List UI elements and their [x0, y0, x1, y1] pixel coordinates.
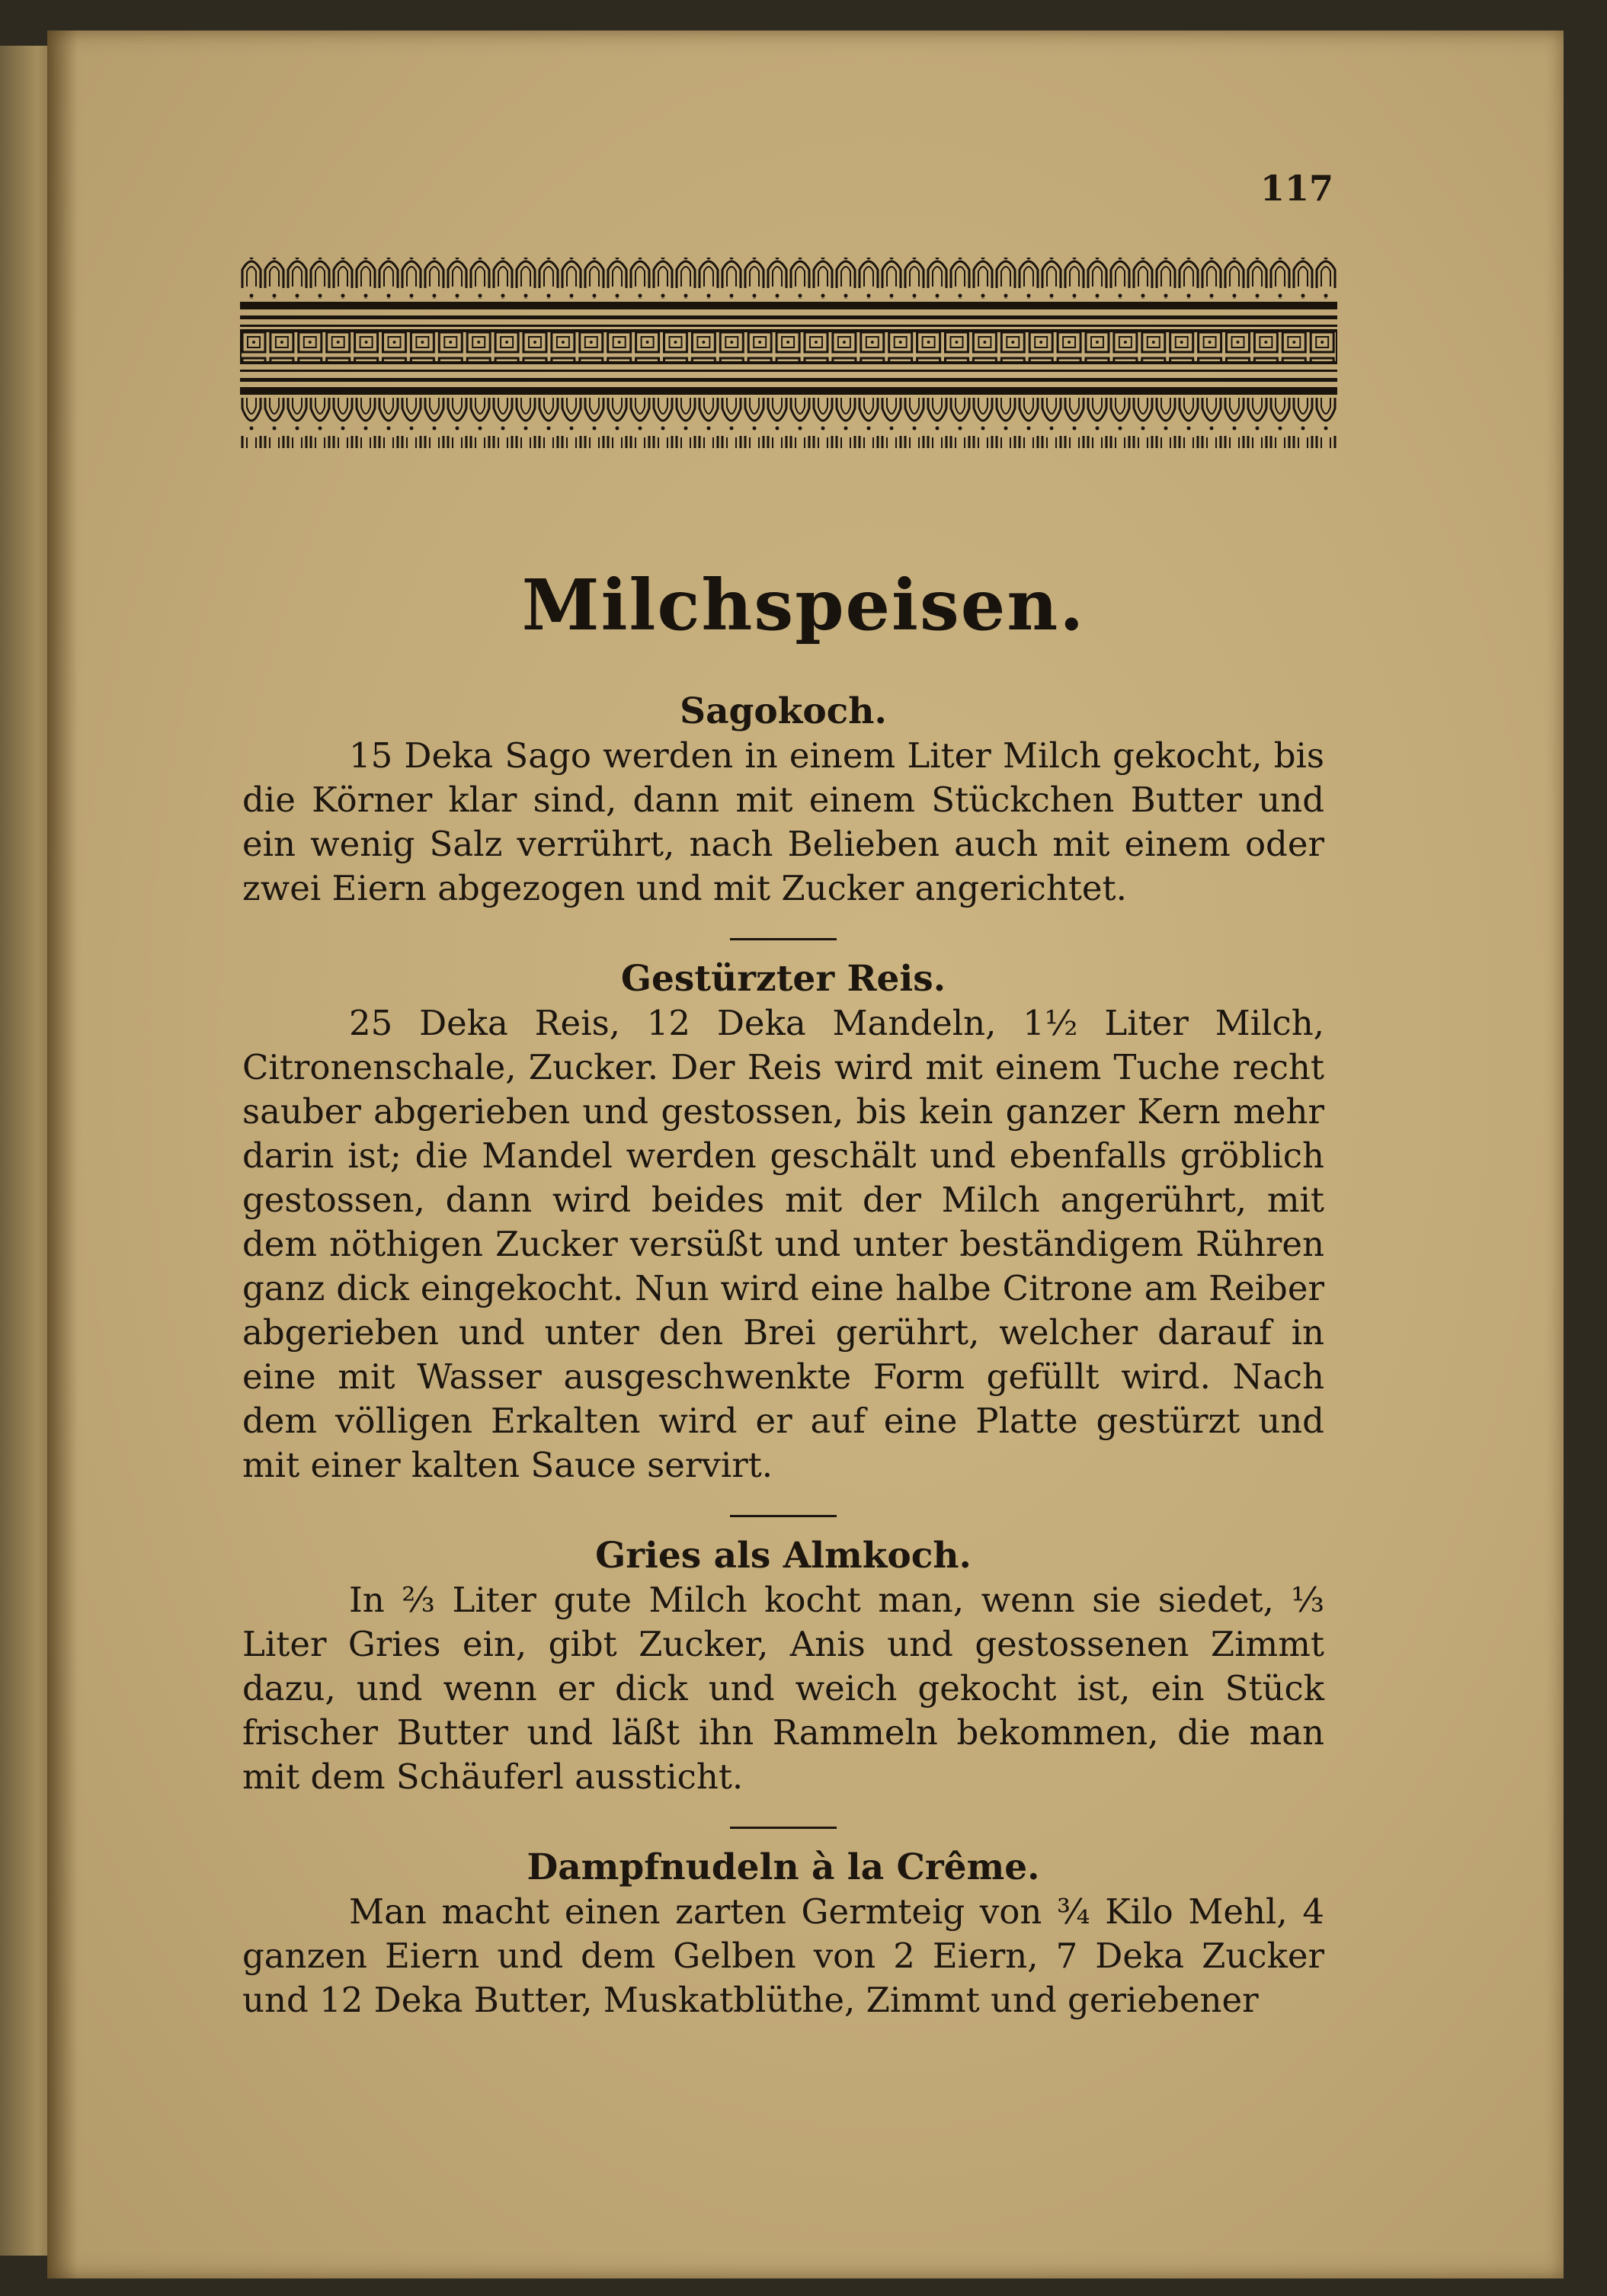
section-title: Milchspeisen. [521, 564, 1086, 646]
decorative-border-ornament [240, 251, 1337, 476]
recipe-text-sagokoch: 15 Deka Sago werden in einem Liter Milch gekocht, bis die Körner klar sind, dann mit einem Stückchen Butter und ein wenig Salz verrührt, nach Belieben auch mit einem oder zwei Eiern abgezogen und mit Zucker angerichtet. [242, 735, 1324, 908]
recipe-heading-gestuerzter-reis: Gestürzter Reis. [620, 958, 946, 1000]
recipe-heading-sagokoch: Sagokoch. [680, 690, 887, 732]
separator-rule [730, 938, 837, 940]
page-number: 117 [1260, 168, 1333, 209]
separator-rule [730, 1515, 837, 1517]
recipe-heading-gries-als-almkoch: Gries als Almkoch. [595, 1535, 972, 1577]
recipe-heading-dampfnudeln: Dampfnudeln à la Crême. [527, 1846, 1040, 1888]
recipe-text-gestuerzter-reis: 25 Deka Reis, 12 Deka Mandeln, 1½ Liter Milch, Citronenschale, Zucker. Der Reis wird mit einem Tuche recht sauber abgerieben und gestossen, bis kein ganzer Kern mehr darin ist; die Mandel werden geschält und ebenfalls gröblich gestossen, dann wird beides mit der Milch angerührt, mit dem nöthigen Zucker versüßt und unter beständigem Rühren ganz dick eingekocht. Nun wird eine halbe Citrone am Reiber abgerieben und unter den Brei gerührt, welcher darauf in eine mit Wasser ausgeschwenkte Form gefüllt wird. Nach dem völligen Erkalten wird er auf eine Platte gestürzt und mit einer kalten Sauce servirt. [242, 1003, 1324, 1485]
separator-rule [730, 1827, 837, 1829]
recipe-text-dampfnudeln: Man macht einen zarten Germteig von ¾ Kilo Mehl, 4 ganzen Eiern und dem Gelben von 2 Eiern, 7 Deka Zucker und 12 Deka Butter, Muskatblüthe, Zimmt und geriebener [242, 1891, 1324, 2020]
recipe-text-gries-als-almkoch: In ⅔ Liter gute Milch kocht man, wenn sie siedet, ⅓ Liter Gries ein, gibt Zucker, Anis und gestossenen Zimmt dazu, und wenn er dick und weich gekocht ist, ein Stück frischer Butter und läßt ihn Rammeln bekommen, die man mit dem Schäuferl aussticht. [242, 1580, 1324, 1797]
recipe-content [242, 690, 1324, 2022]
left-page-edge [0, 46, 53, 2256]
page-gutter-shadow [47, 30, 78, 2278]
